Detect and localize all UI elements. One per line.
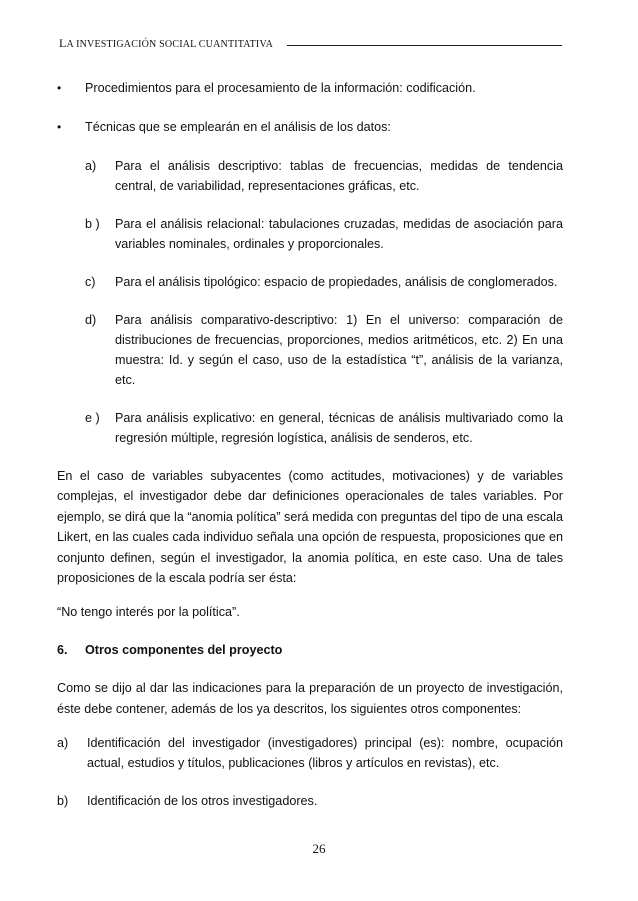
- header-rule: [287, 45, 562, 46]
- technique-text: Para el análisis descriptivo: tablas de frecuencias, medidas de tendencia central, de variabilidad, representaciones gráficas, etc.: [115, 159, 563, 193]
- bullet-item: [57, 78, 563, 98]
- running-header-initial: L: [59, 35, 67, 50]
- bullet-symbol: •: [57, 120, 62, 134]
- technique-item: [85, 156, 563, 196]
- body-paragraph: Como se dijo al dar las indicaciones para la preparación de un proyecto de investigación, éste debe contener, además de los ya descritos, los siguientes otros componentes:: [57, 681, 563, 716]
- technique-item: [85, 214, 563, 254]
- technique-text: Para análisis explicativo: en general, técnicas de análisis multivariado como la regresión múltiple, regresión logística, análisis de senderos, etc.: [115, 411, 563, 445]
- section-heading: [57, 640, 563, 660]
- component-item: [57, 733, 563, 773]
- bullet-item: [57, 117, 563, 137]
- technique-label: d): [85, 313, 97, 327]
- technique-text: Para el análisis relacional: tabulaciones cruzadas, medidas de asociación para variables nominales, ordinales y proporcionales.: [115, 217, 563, 251]
- technique-label: c): [85, 275, 96, 289]
- body-paragraph: En el caso de variables subyacentes (como actitudes, motivaciones) y de variables complejas, el investigador debe dar definiciones operacionales de tales variables. Por ejemplo, se dirá que la “anomia política” será medida con preguntas del tipo de una escala Likert, en las cuales cada individuo señala una opción de respuesta, proposiciones que en conjunto definen, según el investigador, la anomia política, en este caso. Una de tales proposiciones de la escala podría ser ésta:: [57, 469, 563, 586]
- bullet-symbol: •: [57, 81, 62, 95]
- technique-label: b ): [85, 217, 100, 231]
- analysis-technique-list: [57, 156, 563, 448]
- technique-item: [85, 408, 563, 448]
- component-item: [57, 791, 563, 811]
- bullet-text: Procedimientos para el procesamiento de la información: codificación.: [85, 81, 476, 95]
- running-header-title: [59, 36, 273, 51]
- technique-label: a): [85, 159, 97, 173]
- example-quote: “No tengo interés por la política”.: [57, 605, 240, 620]
- page-body: [57, 78, 563, 829]
- technique-text: Para análisis comparativo-descriptivo: 1) En el universo: comparación de distribuciones de frecuencias, proporciones, medios aritméticos, etc. 2) En una muestra: Id. y según el caso, uso de la estadística “t”, análisis de la varianza, etc.: [115, 313, 563, 387]
- component-label: a): [57, 736, 69, 751]
- page-number: 26: [312, 841, 326, 856]
- technique-item: [85, 272, 563, 292]
- technique-text: Para el análisis tipológico: espacio de propiedades, análisis de conglomerados.: [115, 275, 558, 289]
- bullet-text: Técnicas que se emplearán en el análisis de los datos:: [85, 120, 391, 134]
- component-text: Identificación de los otros investigadores.: [87, 794, 318, 809]
- component-label: b): [57, 794, 69, 809]
- section-number: 6.: [57, 643, 68, 658]
- component-text: Identificación del investigador (investigadores) principal (es): nombre, ocupación actual, estudios y títulos, publicaciones (libros y artículos en revistas), etc.: [87, 736, 563, 771]
- running-header: [59, 35, 562, 51]
- technique-label: e ): [85, 411, 100, 425]
- technique-item: [85, 310, 563, 390]
- running-header-rest: A INVESTIGACIÓN SOCIAL CUANTITATIVA: [66, 38, 273, 50]
- section-title: Otros componentes del proyecto: [85, 643, 283, 658]
